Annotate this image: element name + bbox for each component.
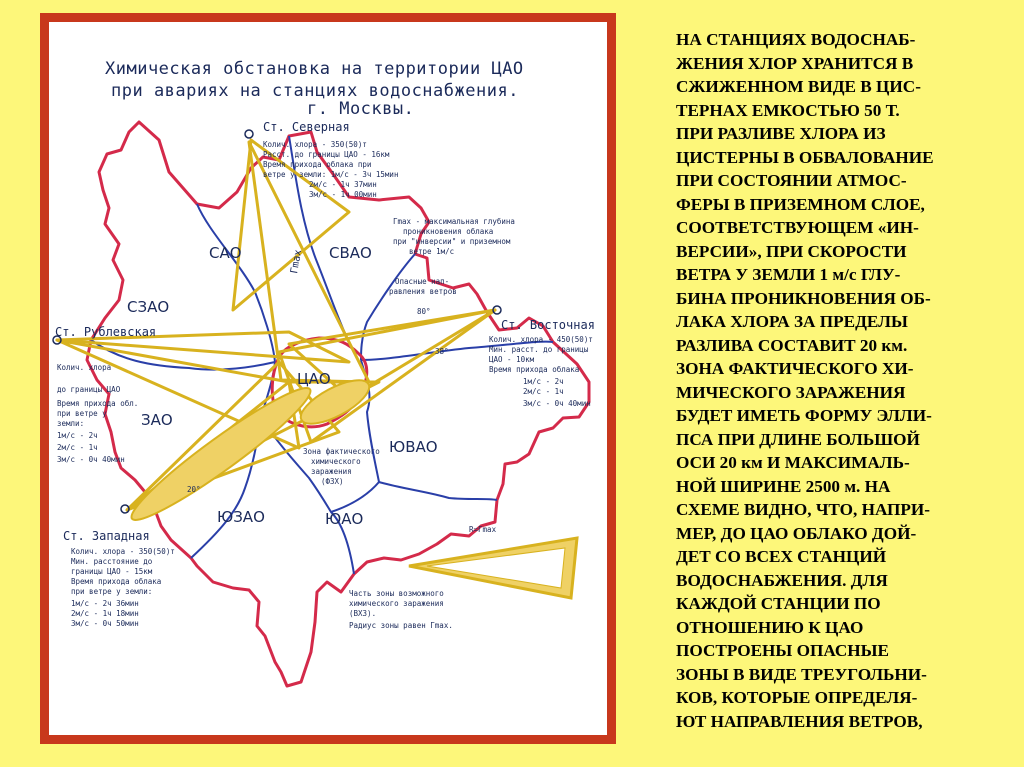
chemical-situation-map [49, 22, 607, 735]
svg-text:2м/с - 1ч 18мин: 2м/с - 1ч 18мин [71, 609, 139, 618]
svg-text:границы ЦАО - 15км: границы ЦАО - 15км [71, 567, 153, 576]
svg-text:проникновения облака: проникновения облака [403, 227, 494, 236]
svg-text:3м/с - 1ч 00мин: 3м/с - 1ч 00мин [309, 190, 377, 199]
svg-text:ветре 1м/с: ветре 1м/с [409, 247, 455, 256]
svg-text:Колич. хлора - 350(50)т: Колич. хлора - 350(50)т [71, 547, 175, 556]
svg-text:Колич. хлора - 350(50)т: Колич. хлора - 350(50)т [263, 140, 367, 149]
svg-text:Радиус зоны равен Гmax.: Радиус зоны равен Гmax. [349, 621, 453, 630]
station-north-name: Ст. Северная [263, 120, 350, 134]
district-yuvao: ЮВАО [389, 438, 438, 456]
svg-text:3м/с - 0ч 40мин: 3м/с - 0ч 40мин [57, 455, 125, 464]
svg-text:Время прихода облака: Время прихода облака [71, 577, 162, 586]
legend-radius: R=Гmax [469, 525, 497, 534]
possible-zone-note [349, 589, 453, 630]
image-frame [40, 13, 616, 744]
svg-text:при "инверсии" и приземном: при "инверсии" и приземном [393, 237, 511, 246]
district-yuzao: ЮЗАО [217, 508, 265, 526]
svg-text:Мин. расстояние до: Мин. расстояние до [71, 557, 153, 566]
district-zao: ЗАО [141, 411, 173, 429]
svg-text:ЦАО - 10км: ЦАО - 10км [489, 355, 535, 364]
svg-text:до границы ЦАО: до границы ЦАО [57, 385, 121, 394]
map-title-line-1: Химическая обстановка на территории ЦАО [105, 59, 524, 79]
svg-text:Расст. до границы ЦАО - 16км: Расст. до границы ЦАО - 16км [263, 150, 390, 159]
svg-text:1м/с - 2ч: 1м/с - 2ч [57, 431, 98, 440]
svg-text:химического заражения: химического заражения [349, 599, 444, 608]
svg-text:Время прихода облака при: Время прихода облака при [263, 160, 372, 169]
svg-text:3м/с - 0ч 50мин: 3м/с - 0ч 50мин [71, 619, 139, 628]
svg-text:заражения: заражения [311, 467, 352, 476]
description-text: НА СТАНЦИЯХ ВОДОСНАБ- ЖЕНИЯ ХЛОР ХРАНИТСЯ В СЖИЖЕННОМ ВИДЕ В ЦИС- ТЕРНАХ ЕМКОСТЬЮ 50 Т. ПРИ РАЗЛИВЕ ХЛОРА ИЗ ЦИСТЕРНЫ В ОБВАЛОВАНИЕ ПРИ СОСТОЯНИИ АТМОС- ФЕРЫ В ПРИЗЕМНОМ СЛОЕ, СООТВЕТСТВУЮЩЕМ «ИН- ВЕРСИИ», ПРИ СКОРОСТИ ВЕТРА У ЗЕМЛИ 1 м/с ГЛУ- БИНА ПРОНИКНОВЕНИЯ ОБ- ЛАКА ХЛОРА ЗА ПРЕДЕЛЫ РАЗЛИВА СОСТАВИТ 20 км. ЗОНА ФАКТИЧЕСКОГО ХИ- МИЧЕСКОГО ЗАРАЖЕНИЯ БУДЕТ ИМЕТЬ ФОРМУ ЭЛЛИ- ПСА ПРИ ДЛИНЕ БОЛЬШОЙ ОСИ 20 км И МАКСИМАЛЬ- НОЙ ШИРИНЕ 2500 м. НА СХЕМЕ ВИДНО, ЧТО, НАПРИ- МЕР, ДО ЦАО ОБЛАКО ДОЙ- ДЕТ СО ВСЕХ СТАНЦИЙ ВОДОСНАБЖЕНИЯ. ДЛЯ КАЖДОЙ СТАНЦИИ ПО ОТНОШЕНИЮ К ЦАО ПОСТРОЕНЫ ОПАСНЫЕ ЗОНЫ В ВИДЕ ТРЕУГОЛЬНИ- КОВ, КОТОРЫЕ ОПРЕДЕЛЯ- ЮТ НАПРАВЛЕНИЯ ВЕТРОВ, [676, 30, 934, 731]
station-east-notes [489, 335, 593, 408]
district-tsao: ЦАО [297, 370, 331, 388]
svg-text:Время прихода обл.: Время прихода обл. [57, 399, 139, 408]
svg-text:3м/с - 0ч 40мин: 3м/с - 0ч 40мин [523, 399, 591, 408]
station-rublev-name: Ст. Рублевская [55, 325, 157, 339]
svg-text:при ветре у: при ветре у [57, 409, 107, 418]
station-north-notes [263, 140, 398, 199]
svg-text:ветре у земли: 1м/с - 3ч 15ми: ветре у земли: 1м/с - 3ч 15мин [263, 170, 399, 179]
svg-text:(ФЗХ): (ФЗХ) [321, 477, 344, 486]
angle-38: 38° [435, 347, 449, 356]
svg-text:2м/с - 1ч 37мин: 2м/с - 1ч 37мин [309, 180, 377, 189]
svg-text:земли:: земли: [57, 419, 85, 428]
gmax-note [393, 217, 515, 256]
legend-possible-zone [409, 525, 577, 598]
svg-text:1м/с - 2ч: 1м/с - 2ч [523, 377, 564, 386]
description-panel [676, 28, 996, 733]
svg-text:при ветре у земли:: при ветре у земли: [71, 587, 153, 596]
station-west-name: Ст. Западная [63, 529, 150, 543]
district-sao: САО [209, 244, 242, 262]
map-title-line-3: г. Москвы. [307, 99, 415, 119]
svg-text:Зона фактического: Зона фактического [303, 447, 380, 456]
svg-text:1м/с - 2ч 36мин: 1м/с - 2ч 36мин [71, 599, 139, 608]
district-yuao: ЮАО [325, 510, 364, 528]
svg-text:Колич. хлора: Колич. хлора [57, 363, 112, 372]
station-west-notes [71, 547, 175, 628]
svg-text:(ВХЗ).: (ВХЗ). [349, 609, 377, 618]
svg-text:Мин. расст. до границы: Мин. расст. до границы [489, 345, 589, 354]
svg-text:Опасные нап-: Опасные нап- [395, 277, 450, 286]
district-svao: СВАО [329, 244, 372, 262]
gmax-label: Гmax [289, 248, 305, 275]
svg-text:Колич. хлора - 450(50)т: Колич. хлора - 450(50)т [489, 335, 593, 344]
svg-text:Время прихода облака: Время прихода облака [489, 365, 580, 374]
svg-text:2м/с - 1ч: 2м/с - 1ч [57, 443, 98, 452]
svg-text:2м/с - 1ч: 2м/с - 1ч [523, 387, 564, 396]
hand-drawn-map [49, 22, 607, 735]
svg-text:Гmax - максимальная глубина: Гmax - максимальная глубина [393, 217, 515, 226]
svg-text:химического: химического [311, 457, 361, 466]
angle-80: 80° [417, 307, 431, 316]
station-east-name: Ст. Восточная [501, 318, 595, 332]
district-szao: СЗАО [127, 298, 170, 316]
dangerous-directions-note [389, 277, 457, 296]
angle-20: 20° [187, 485, 201, 494]
svg-text:Часть зоны возможного: Часть зоны возможного [349, 589, 444, 598]
svg-text:равления ветров: равления ветров [389, 287, 457, 296]
fact-zone-note [303, 447, 380, 486]
map-title-line-2: при авариях на станциях водоснабжения. [111, 81, 519, 101]
